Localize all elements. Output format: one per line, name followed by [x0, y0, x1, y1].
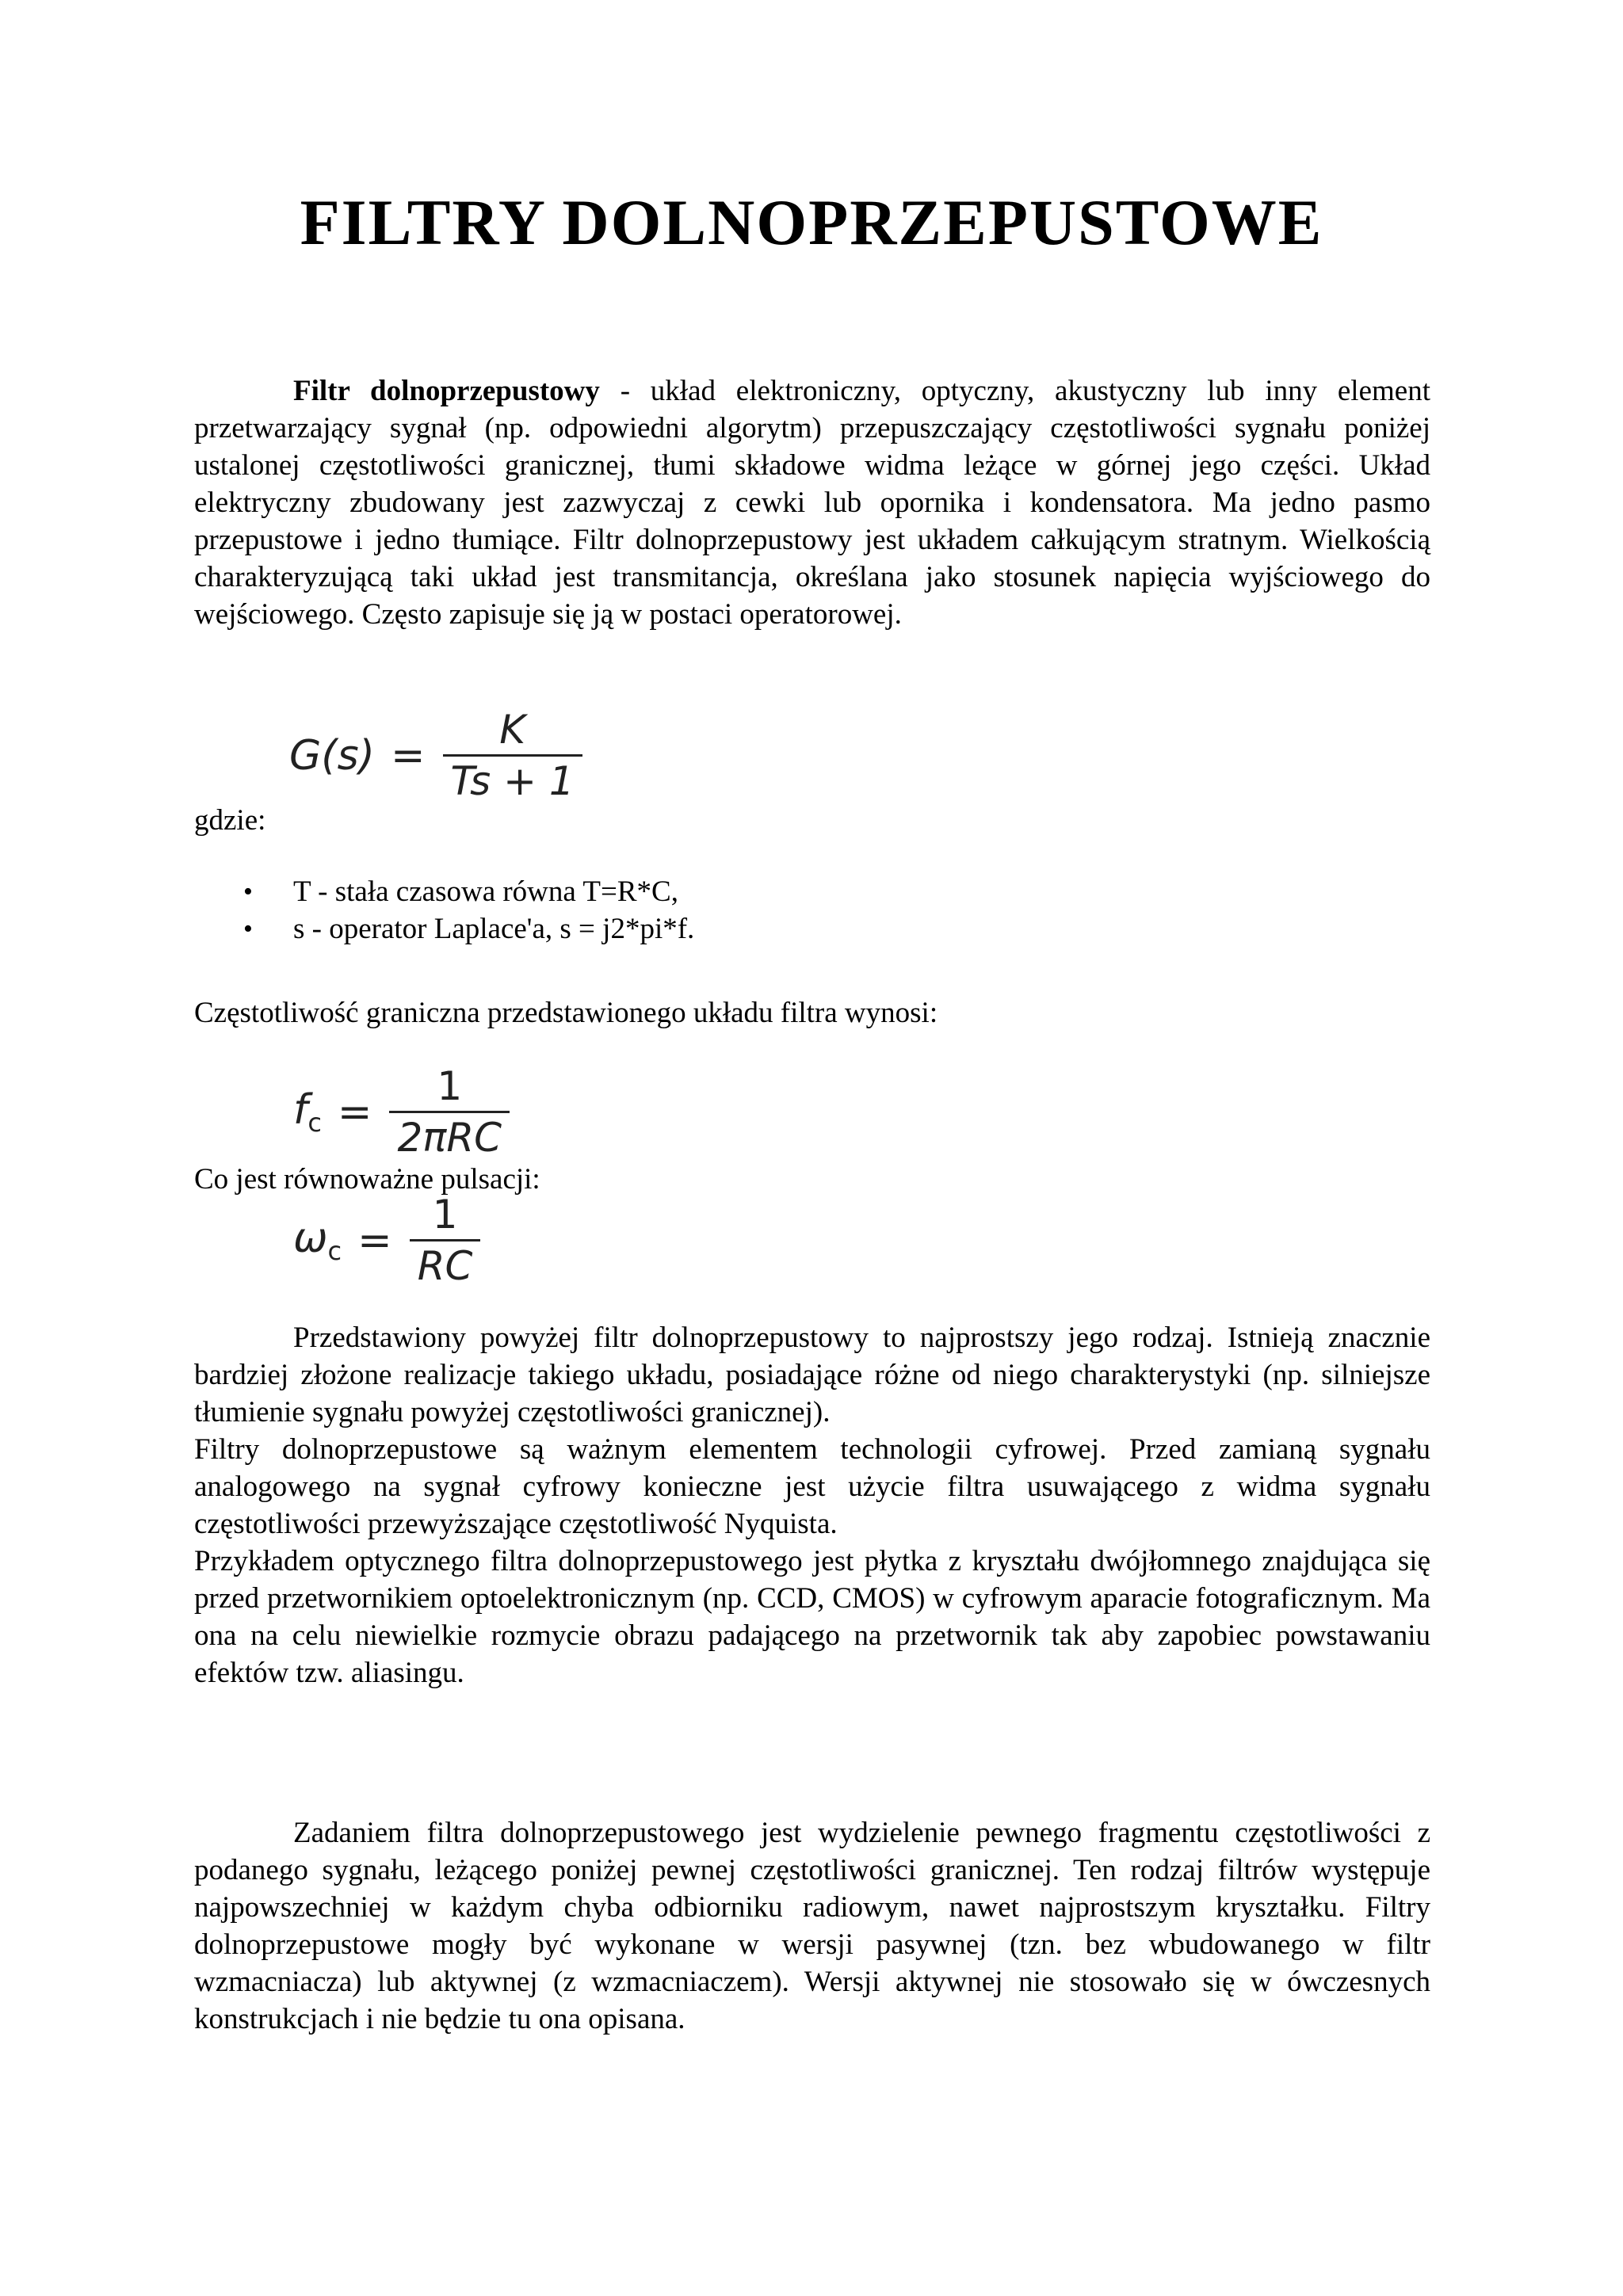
- formula-equals: =: [357, 1216, 392, 1264]
- formula-lhs: fc: [293, 1086, 322, 1138]
- transfer-function-formula: [289, 705, 582, 806]
- paragraph-2-line-2: Filtry dolnoprzepustowe są ważnym elementem technologii cyfrowej. Przed zamianą sygnału analogowego na sygnał cyfrowy konieczne jest użycie filtra usuwającego z widma sygnału częstotliwości przewyższające częstotliwość Nyquista.: [194, 1433, 1430, 1540]
- formula-lhs: G(s): [289, 731, 375, 780]
- formula-numerator: 1: [432, 1192, 458, 1238]
- formula-numerator: 1: [437, 1063, 463, 1109]
- list-item: • T - stała czasowa równa T=R*C,: [194, 873, 694, 910]
- paragraph-3: Zadaniem filtra dolnoprzepustowego jest wydzielenie pewnego fragmentu częstotliwości z podanego sygnału, leżącego poniżej pewnej częstotliwości granicznej. Ten rodzaj filtrów występuje najpowszechniej w każdym chyba odbiorniku radiowym, nawet najprostszym kryształku. Filtry dolnoprzepustowe mogły być wykonane w wersji pasywnej (tzn. bez wbudowanego w filtr wzmacniacza) lub aktywnej (z wzmacniaczem). Wersji aktywnej nie stosowało się w ówczesnych konstrukcjach i nie będzie tu ona opisana.: [194, 1817, 1430, 2035]
- intro-paragraph: [194, 372, 1430, 633]
- paragraph-2-line-3: Przykładem optycznego filtra dolnoprzepustowego jest płytka z kryształu dwójłomnego znajdująca się przed przetwornikiem optoelektronicznym (np. CCD, CMOS) w cyfrowym aparacie fotograficznym. Ma ona na celu niewielkie rozmycie obrazu padającego na przetwornik tak aby zapobiec powstawaniu efektów tzw. aliasingu.: [194, 1545, 1430, 1689]
- freq-intro: Częstotliwość graniczna przedstawionego układu filtra wynosi:: [194, 997, 938, 1029]
- formula-fraction: [389, 1062, 510, 1162]
- formula-fraction: [443, 705, 582, 806]
- formula-denominator: RC: [417, 1243, 473, 1289]
- gdzie-label: gdzie:: [194, 804, 266, 837]
- formula-denominator: Ts + 1: [450, 758, 575, 804]
- definitions-list: [194, 873, 694, 948]
- paragraph-2: [194, 1319, 1430, 1691]
- paragraph-2-line-1: Przedstawiony powyżej filtr dolnoprzepustowy to najprostszy jego rodzaj. Istnieją znacznie bardziej złożone realizacje takiego układu, posiadające różne od niego charakterystyki (np. silniejsze tłumienie sygnału powyżej częstotliwości granicznej).: [194, 1322, 1430, 1428]
- page-title: FILTRY DOLNOPRZEPUSTOWE: [300, 186, 1323, 258]
- bullet-icon: •: [243, 914, 253, 944]
- formula-fraction: [410, 1190, 481, 1291]
- formula-lhs: ωc: [293, 1215, 342, 1266]
- formula-denominator: 2πRC: [397, 1115, 502, 1161]
- bullet-icon: •: [243, 877, 253, 906]
- angular-frequency-formula: [293, 1190, 480, 1291]
- formula-numerator: K: [499, 707, 526, 753]
- formula-equals: =: [390, 731, 426, 780]
- cutoff-frequency-formula: [293, 1062, 510, 1162]
- intro-term: Filtr dolnoprzepustowy: [293, 375, 600, 407]
- list-item: • s - operator Laplace'a, s = j2*pi*f.: [194, 910, 694, 948]
- pulse-intro: Co jest równoważne pulsacji:: [194, 1163, 540, 1196]
- intro-text: - układ elektroniczny, optyczny, akustyczny lub inny element przetwarzający sygnał (np. odpowiedni algorytm) przepuszczający częstotliwości sygnału poniżej ustalonej częstotliwości granicznej, tłumi składowe widma leżące w górnej jego części. Układ elektryczny zbudowany jest zazwyczaj z cewki lub opornika i kondensatora. Ma jedno pasmo przepustowe i jedno tłumiące. Filtr dolnoprzepustowy jest układem całkującym stratnym. Wielkością charakteryzującą taki układ jest transmitancja, określana jako stosunek napięcia wyjściowego do wejściowego. Często zapisuje się ją w postaci operatorowej.: [194, 375, 1430, 631]
- formula-equals: =: [337, 1088, 372, 1136]
